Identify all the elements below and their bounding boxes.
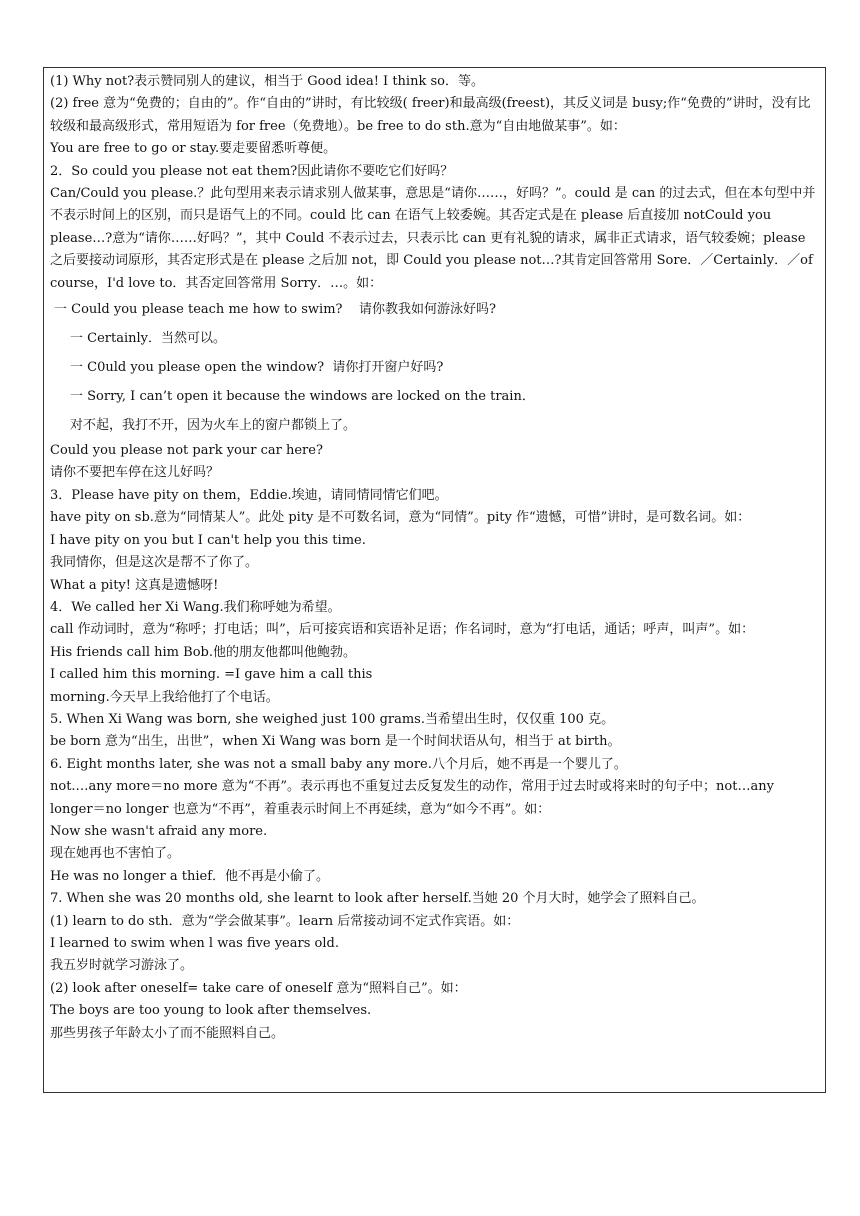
text-line: Now she wasn't afraid any more. [50, 823, 268, 839]
text-line: 5. When Xi Wang was born, she weighed just 100 grams.当希望出生时，仅仅重 100 克。 [50, 711, 615, 727]
example-line: 对不起，我打不开，因为火车上的窗户都锁上了。 [70, 418, 357, 434]
text-line: (2) free 意为“免费的；自由的”。作“自由的”讲时，有比较级( freer)和最高级(freest)，其反义词是 busy;作“免费的”讲时，没有比较级和最高级形式，常用短语为 for free（免费地）。be free to do sth.意为“自由地做某事”。如： [50, 96, 811, 134]
text-line: What a pity! 这真是遗憾呀! [50, 577, 219, 593]
text-line: 现在她再也不害怕了。 [50, 846, 181, 862]
text-line: I called him this morning. =I gave him a call this [50, 667, 373, 683]
text-line: (2) look after oneself= take care of oneself 意为“照料自己”。如： [50, 980, 467, 996]
text-line: 2．So could you please not eat them?因此请你不要吃它们好吗？ [50, 163, 454, 179]
text-line: Can/Could you please.？此句型用来表示请求别人做某事，意思是“请你……，好吗？”。could 是 can 的过去式，但在本句型中并不表示时间上的区别，而只是语气上的不同。could 比 can 在语气上较委婉。其否定式是在 please 后直接加 notCould you please…?意为“请你……好吗？”，其中 Could 不表示过去，只表示比 can 更有礼貌的请求，属非正式请求，语气较委婉；please 之后要接动词原形，其否定形式是在 please 之后加 not，即 Could you please not…?其肯定回答常用 Sore．／Certainly．／of course，I'd love to．其否定回答常用 Sorry．…。如： [50, 186, 816, 291]
text-line: Could you please not park your car here? [50, 443, 323, 459]
text-line: (1) learn to do sth．意为“学会做某事”。learn 后常接动词不定式作宾语。如： [50, 913, 520, 929]
text-line: I learned to swim when l was five years old. [50, 936, 339, 951]
text-line: 我五岁时就学习游泳了。 [50, 958, 194, 974]
text-line: 请你不要把车停在这儿好吗？ [50, 465, 220, 481]
text-line: You are free to go or stay.要走要留悉听尊便。 [50, 141, 337, 157]
text-line: not.…any more＝no more 意为“不再”。表示再也不重复过去反复发生的动作，常用于过去时或将来时的句子中；not…any longer＝no longer 也意为“不再”，着重表示时间上不再延续，意为“如今不再”。如： [50, 779, 774, 817]
text-line: (1) Why not?表示赞同别人的建议，相当于 Good idea! I think so．等。 [50, 74, 484, 89]
example-line: 一 Certainly．当然可以。 [70, 331, 226, 347]
text-line: 我同情你，但是这次是帮不了你了。 [50, 555, 259, 571]
text-line: 那些男孩子年龄太小了而不能照料自己。 [50, 1025, 285, 1041]
notes-box [43, 67, 826, 1093]
text-line: have pity on sb.意为“同情某人”。此处 pity 是不可数名词，意为“同情”。pity 作“遗憾，可惜”讲时，是可数名词。如： [50, 510, 751, 526]
text-line: 3．Please have pity on them，Eddie.埃迪，请同情同情它们吧。 [50, 487, 448, 503]
text-line: be born 意为“出生，出世”，when Xi Wang was born 是一个时间状语从句，相当于 at birth。 [50, 734, 621, 750]
example-line: 一 Could you please teach me how to swim? 请你教我如何游泳好吗? [54, 302, 496, 318]
text-line: He was no longer a thief．他不再是小偷了。 [50, 868, 330, 884]
example-line: 一 C0uld you please open the window? 请你打开窗户好吗? [70, 360, 444, 376]
text-line: 6. Eight months later, she was not a small baby any more.八个月后，她不再是一个婴儿了。 [50, 756, 627, 772]
text-line: His friends call him Bob.他的朋友他都叫他鲍勃。 [50, 644, 356, 660]
text-line: morning.今天早上我给他打了个电话。 [50, 689, 279, 705]
text-line: I have pity on you but I can't help you this time. [50, 532, 366, 548]
example-line: 一 Sorry, I can’t open it because the windows are locked on the train． [70, 389, 535, 405]
text-line: The boys are too young to look after themselves. [50, 1003, 372, 1019]
text-line: 7. When she was 20 months old, she learnt to look after herself.当她 20 个月大时，她学会了照料自己。 [50, 891, 705, 907]
text-line: 4．We called her Xi Wang.我们称呼她为希望。 [50, 599, 341, 615]
text-line: call 作动词时，意为“称呼；打电话；叫”，后可接宾语和宾语补足语；作名词时，意为“打电话，通话；呼声，叫声”。如： [50, 622, 755, 638]
